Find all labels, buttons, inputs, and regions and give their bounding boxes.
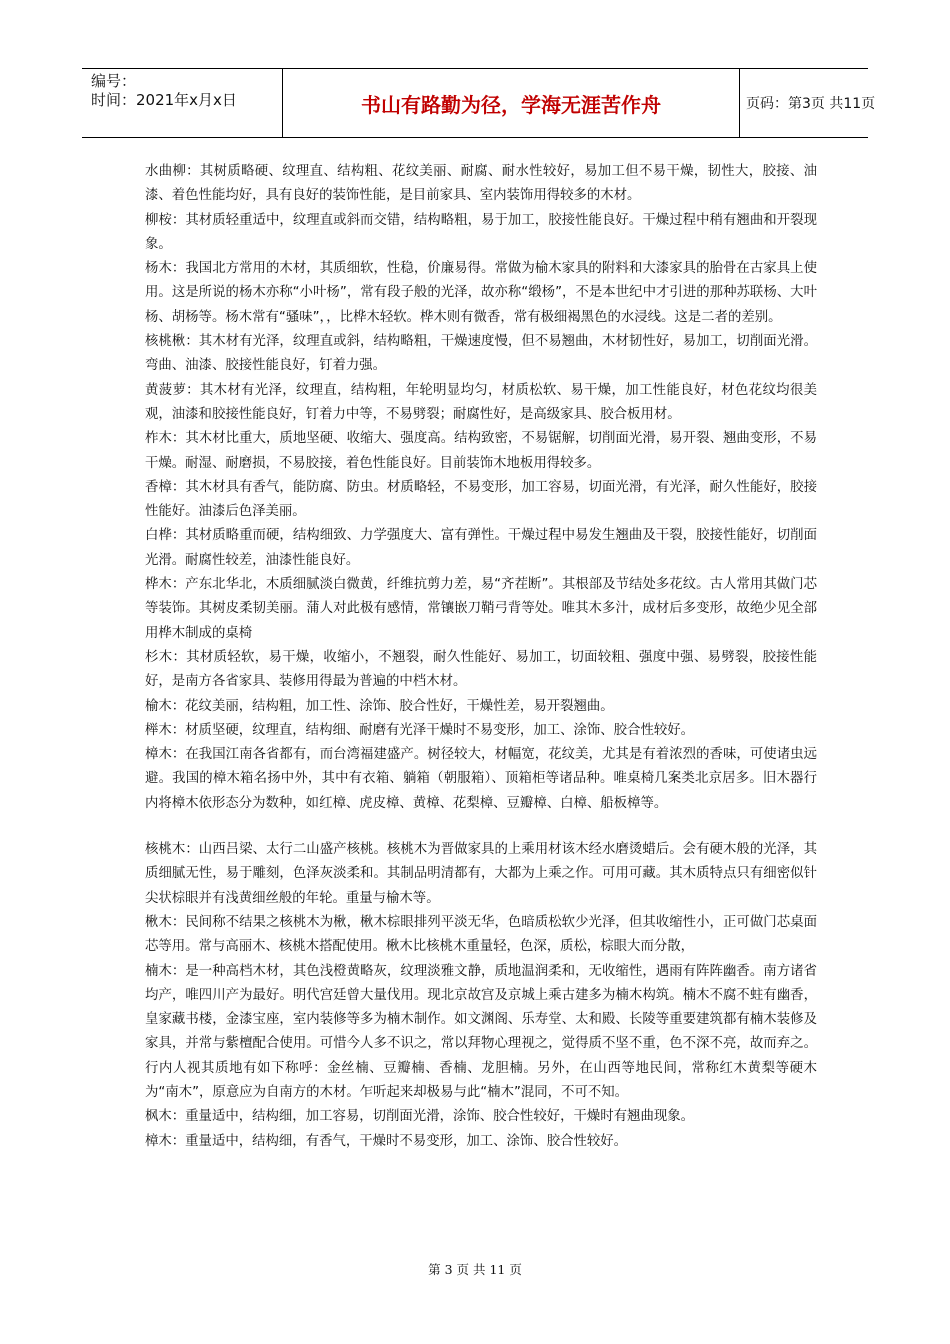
paragraph-yumu: 榆木：花纹美丽，结构粗，加工性、涂饰、胶合性好，干燥性差，易开裂翘曲。 (145, 698, 614, 714)
document-date: 时间：2021年x月x日 (91, 91, 237, 109)
header-motto: 书山有路勤为径，学海无涯苦作舟 (282, 69, 740, 137)
paragraph-liuan: 柳桉：其材质轻重适中，纹理直或斜而交错，结构略粗，易于加工，胶接性能良好。干燥过程中稍有翘曲和开裂现象。 (145, 212, 817, 252)
paragraph-qiumu: 楸木：民间称不结果之核桃木为楸，楸木棕眼排列平淡无华，色暗质松软少光泽，但其收缩性小，正可做门芯桌面芯等用。常与高丽木、核桃木搭配使用。楸木比核桃木重量轻，色深，质松，棕眼大而分散， (145, 914, 817, 955)
paragraph-zuomu: 柞木：其木材比重大，质地坚硬、收缩大、强度高。结构致密，不易锯解，切削面光滑，易开裂、翘曲变形，不易干燥。耐湿、耐磨损，不易胶接，着色性能良好。目前装饰木地板用得较多。 (145, 431, 817, 471)
paragraph-xiangzhang: 香樟：其木材具有香气，能防腐、防虫。材质略轻，不易变形，加工容易，切面光滑，有光泽，耐久性能好，胶接性能好。油漆后色泽美丽。 (145, 479, 817, 520)
paragraph-hetaoqiu: 核桃楸：其木材有光泽，纹理直或斜，结构略粗，干燥速度慢，但不易翘曲，木材韧性好，易加工，切削面光滑。弯曲、油漆、胶接性能良好，钉着力强。 (145, 334, 817, 374)
paragraph-zhangmu-1: 樟木：在我国江南各省都有，而台湾福建盛产。树径较大，材幅宽，花纹美，尤其是有着浓烈的香味，可使诸虫远避。我国的樟木箱名扬中外，其中有衣箱、躺箱（朝服箱）、顶箱柜等诸品种。唯桌椅几案类北京居多。旧木器行内将樟木依形态分为数种，如红樟、虎皮樟、黄樟、花梨樟、豆瓣樟、白樟、船板樟等。 (145, 747, 817, 811)
page-header (82, 68, 876, 138)
paragraph-gap (145, 816, 817, 838)
header-page-number: 页码：第3页 共11页 (746, 96, 876, 112)
paragraph-baihua: 白桦：其材质略重而硬，结构细致、力学强度大、富有弹性。干燥过程中易发生翘曲及干裂，胶接性能好，切削面光滑。耐腐性较差，油漆性能良好。 (145, 528, 817, 568)
document-number: 编号： (91, 72, 137, 90)
document-body (145, 160, 817, 1154)
paragraph-huamu: 桦木：产东北华北，木质细腻淡白微黄，纤维抗剪力差，易“齐茬断”。其根部及节结处多花纹。古人常用其做门芯等装饰。其树皮柔韧美丽。蒲人对此极有感情，常镶嵌刀鞘弓背等处。唯其木多汁，成材后多变形，故绝少见全部用桦木制成的桌椅 (145, 577, 817, 641)
paragraph-shanmu: 杉木：其材质轻软，易干燥，收缩小，不翘裂，耐久性能好、易加工，切面较粗、强度中强、易劈裂，胶接性能好，是南方各省家具、装修用得最为普遍的中档木材。 (145, 649, 817, 690)
paragraph-zhangmu-2: 樟木：重量适中，结构细，有香气，干燥时不易变形，加工、涂饰、胶合性较好。 (145, 1133, 628, 1149)
paragraph-jumu: 榉木：材质坚硬，纹理直，结构细、耐磨有光泽干燥时不易变形，加工、涂饰、胶合性较好。 (145, 722, 695, 738)
paragraph-yangmu: 杨木：我国北方常用的木材，其质细软，性稳，价廉易得。常做为榆木家具的附料和大漆家具的胎骨在古家具上使用。这是所说的杨木亦称“小叶杨”，常有段子般的光泽，故亦称“缎杨”，不是本世纪中才引进的那种苏联杨、大叶杨、胡杨等。杨木常有“骚味”，，比桦木轻软。桦木则有微香，常有极细褐黑色的水浸线。这是二者的差别。 (145, 261, 817, 325)
paragraph-huangboluo: 黄菠萝：其木材有光泽，纹理直，结构粗，年轮明显均匀，材质松软、易干燥，加工性能良好，材色花纹均很美观，油漆和胶接性能良好，钉着力中等，不易劈裂；耐腐性好，是高级家具、胶合板用材。 (145, 382, 817, 422)
page-footer: 第 3 页 共 11 页 (428, 1262, 522, 1277)
paragraph-nanmu: 楠木：是一种高档木材，其色浅橙黄略灰，纹理淡雅文静，质地温润柔和，无收缩性，遇雨有阵阵幽香。南方诸省均产，唯四川产为最好。明代宫廷曾大量伐用。现北京故宫及京城上乘古建多为楠木构筑。楠木不腐不蛀有幽香，皇家藏书楼，金漆宝座，室内装修等多为楠木制作。如文渊阁、乐寿堂、太和殿、长陵等重要建筑都有楠木装修及家具，并常与紫檀配合使用。可惜今人多不识之，常以拜物心理视之，觉得质不坚不重，色不深不亮，故而弃之。行内人视其质地有如下称呼：金丝楠、豆瓣楠、香楠、龙胆楠。另外，在山西等地民间，常称红木黄梨等硬木为“南木”，原意应为自南方的木材。乍听起来却极易与此“楠木”混同，不可不知。 (145, 963, 817, 1100)
paragraph-shuiquliu: 水曲柳：其树质略硬、纹理直、结构粗、花纹美丽、耐腐、耐水性较好，易加工但不易干燥，韧性大，胶接、油漆、着色性能均好，具有良好的装饰性能，是目前家具、室内装饰用得较多的木材。 (145, 164, 817, 204)
header-meta (82, 69, 282, 137)
paragraph-hetaomu: 核桃木：山西吕梁、太行二山盛产核桃。核桃木为晋做家具的上乘用材该木经水磨烫蜡后。会有硬木般的光泽，其质细腻无性，易于雕刻，色泽灰淡柔和。其制品明清都有，大都为上乘之作。可用可藏。其木质特点只有细密似针尖状棕眼并有浅黄细丝般的年轮。重量与榆木等。 (145, 842, 817, 906)
paragraph-fengmu: 枫木：重量适中，结构细，加工容易，切削面光滑，涂饰、胶合性较好，干燥时有翘曲现象。 (145, 1109, 695, 1125)
